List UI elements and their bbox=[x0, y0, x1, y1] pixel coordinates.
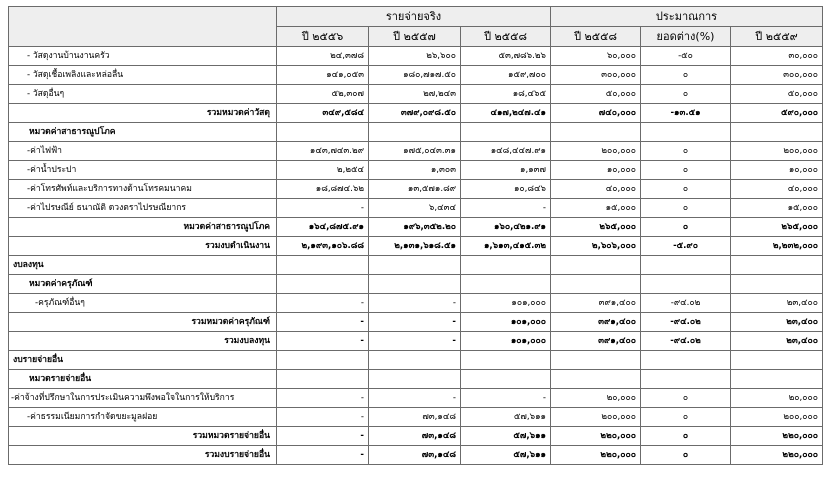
row-cell-2559: ๒๐,๐๐๐ bbox=[731, 389, 823, 408]
row-cell-2559: ๔๐,๐๐๐ bbox=[731, 180, 823, 199]
row-cell-2556: - bbox=[277, 294, 369, 313]
row-cell-2559: ๑๕,๐๐๐ bbox=[731, 199, 823, 218]
row-cell-2557 bbox=[369, 123, 461, 142]
table-row bbox=[9, 66, 823, 85]
table-row bbox=[9, 294, 823, 313]
header-col-2559: ปี ๒๕๕๙ bbox=[731, 27, 823, 47]
row-cell-2556: - bbox=[277, 427, 369, 446]
row-label: หมวดค่าครุภัณฑ์ bbox=[9, 275, 277, 294]
row-cell-2558-estimate: ๒,๖๐๖,๐๐๐ bbox=[551, 237, 641, 256]
row-cell-2557: - bbox=[369, 313, 461, 332]
row-cell-2558-actual: ๑๔๘,๔๔๗.๙๑ bbox=[461, 142, 551, 161]
header-col-2558-actual: ปี ๒๕๕๘ bbox=[461, 27, 551, 47]
table-row bbox=[9, 446, 823, 465]
header-group-actual: รายจ่ายจริง bbox=[277, 7, 551, 27]
row-cell-2558-estimate: ๒๒๐,๐๐๐ bbox=[551, 446, 641, 465]
table-row bbox=[9, 47, 823, 66]
row-cell-2556: ๑๘,๘๗๔.๖๒ bbox=[277, 180, 369, 199]
row-cell-2558-estimate bbox=[551, 275, 641, 294]
row-cell-2557 bbox=[369, 351, 461, 370]
row-cell-diff: -๙๔.๐๒ bbox=[641, 313, 731, 332]
row-label: -ค่าไปรษณีย์ ธนาณัติ ดวงตราไปรษณียากร bbox=[9, 199, 277, 218]
row-cell-2558-actual: ๕๗,๖๑๑ bbox=[461, 408, 551, 427]
row-cell-2559: ๒๐๐,๐๐๐ bbox=[731, 408, 823, 427]
row-cell-2559: ๒๓,๔๐๐ bbox=[731, 332, 823, 351]
row-cell-2558-actual: ๕๓,๗๘๖.๒๖ bbox=[461, 47, 551, 66]
row-label: - วัสดุเชื้อเพลิงและหล่อลื่น bbox=[9, 66, 277, 85]
row-cell-diff: ๐ bbox=[641, 446, 731, 465]
row-cell-2556: - bbox=[277, 332, 369, 351]
row-cell-diff bbox=[641, 370, 731, 389]
row-cell-2558-estimate: ๑๕,๐๐๐ bbox=[551, 199, 641, 218]
row-cell-2559: ๒๓,๔๐๐ bbox=[731, 313, 823, 332]
row-cell-2557: ๒,๑๓๑,๖๑๘.๕๑ bbox=[369, 237, 461, 256]
row-cell-2558-actual bbox=[461, 370, 551, 389]
row-cell-diff bbox=[641, 275, 731, 294]
row-cell-2558-estimate: ๒๖๕,๐๐๐ bbox=[551, 218, 641, 237]
table-row bbox=[9, 427, 823, 446]
header-col-2557: ปี ๒๕๕๗ bbox=[369, 27, 461, 47]
row-cell-diff: -๙๔.๐๒ bbox=[641, 294, 731, 313]
row-cell-2559: ๒,๒๓๒,๐๐๐ bbox=[731, 237, 823, 256]
table-row bbox=[9, 161, 823, 180]
row-cell-2559 bbox=[731, 370, 823, 389]
row-cell-2557: ๒๗,๒๔๓ bbox=[369, 85, 461, 104]
row-cell-2557: ๑,๓๐๓ bbox=[369, 161, 461, 180]
row-cell-2559 bbox=[731, 256, 823, 275]
row-cell-2557: ๑๙๖,๓๕๒.๒๐ bbox=[369, 218, 461, 237]
row-cell-diff: -๕.๙๐ bbox=[641, 237, 731, 256]
row-cell-2557 bbox=[369, 370, 461, 389]
table-row bbox=[9, 123, 823, 142]
row-cell-2556: ๒,๒๕๔ bbox=[277, 161, 369, 180]
row-cell-2556: ๑๖๔,๘๗๕.๙๑ bbox=[277, 218, 369, 237]
budget-table bbox=[8, 6, 823, 465]
row-label: -ค่าธรรมเนียมการกำจัดขยะมูลฝอย bbox=[9, 408, 277, 427]
row-cell-2557 bbox=[369, 275, 461, 294]
row-cell-2558-actual: ๕๗,๖๑๑ bbox=[461, 427, 551, 446]
row-cell-2558-actual bbox=[461, 351, 551, 370]
table-row bbox=[9, 351, 823, 370]
row-cell-2559 bbox=[731, 123, 823, 142]
row-cell-2558-estimate bbox=[551, 256, 641, 275]
header-blank-cell bbox=[9, 7, 277, 47]
row-cell-diff: ๐ bbox=[641, 180, 731, 199]
row-cell-2557: ๓๗๙,๐๙๘.๕๐ bbox=[369, 104, 461, 123]
row-cell-2559: ๕๐,๐๐๐ bbox=[731, 85, 823, 104]
row-cell-2557: ๑๗๕,๐๔๓.๓๑ bbox=[369, 142, 461, 161]
row-cell-2556: - bbox=[277, 199, 369, 218]
row-cell-diff: -๙๔.๐๒ bbox=[641, 332, 731, 351]
row-cell-2559: ๒๒๐,๐๐๐ bbox=[731, 427, 823, 446]
row-cell-2559: ๒๒๐,๐๐๐ bbox=[731, 446, 823, 465]
row-cell-2558-estimate: ๒๐,๐๐๐ bbox=[551, 389, 641, 408]
row-cell-diff: ๐ bbox=[641, 85, 731, 104]
row-cell-2558-estimate bbox=[551, 351, 641, 370]
row-cell-2558-actual: ๑๐๑,๐๐๐ bbox=[461, 313, 551, 332]
row-label: รวมหมวดรายจ่ายอื่น bbox=[9, 427, 277, 446]
header-col-2558-estimate: ปี ๒๕๕๘ bbox=[551, 27, 641, 47]
row-cell-2558-actual: ๑,๑๓๗ bbox=[461, 161, 551, 180]
row-label: - วัสดุงานบ้านงานครัว bbox=[9, 47, 277, 66]
row-cell-diff: ๐ bbox=[641, 199, 731, 218]
row-cell-2558-estimate: ๓๙๑,๔๐๐ bbox=[551, 294, 641, 313]
row-cell-2558-actual: ๑๐๑,๐๐๐ bbox=[461, 332, 551, 351]
row-cell-2556: ๑๔๑,๐๕๓ bbox=[277, 66, 369, 85]
row-cell-2558-actual: ๑๕๙,๗๐๐ bbox=[461, 66, 551, 85]
row-cell-2558-estimate: ๗๔๐,๐๐๐ bbox=[551, 104, 641, 123]
table-row bbox=[9, 313, 823, 332]
row-label: หมวดรายจ่ายอื่น bbox=[9, 370, 277, 389]
row-label: งบรายจ่ายอื่น bbox=[9, 351, 277, 370]
row-cell-diff: -๑๓.๕๑ bbox=[641, 104, 731, 123]
row-cell-2557: ๑๘๐,๗๑๗.๕๐ bbox=[369, 66, 461, 85]
row-cell-2558-actual: - bbox=[461, 199, 551, 218]
row-cell-diff: ๐ bbox=[641, 161, 731, 180]
row-cell-2557: ๑๓,๕๗๑.๘๙ bbox=[369, 180, 461, 199]
row-cell-2558-estimate: ๒๒๐,๐๐๐ bbox=[551, 427, 641, 446]
row-cell-2558-actual: ๑,๖๑๓,๔๑๕.๓๒ bbox=[461, 237, 551, 256]
row-cell-2558-estimate: ๓๐๐,๐๐๐ bbox=[551, 66, 641, 85]
table-row bbox=[9, 237, 823, 256]
budget-sheet bbox=[8, 6, 823, 465]
row-cell-2556 bbox=[277, 351, 369, 370]
row-cell-2557: ๗๓,๑๔๘ bbox=[369, 427, 461, 446]
row-cell-2559 bbox=[731, 351, 823, 370]
row-cell-2559: ๓๐๐,๐๐๐ bbox=[731, 66, 823, 85]
row-cell-2558-estimate: ๖๐,๐๐๐ bbox=[551, 47, 641, 66]
row-cell-2559: ๕๙๐,๐๐๐ bbox=[731, 104, 823, 123]
row-cell-diff: ๐ bbox=[641, 66, 731, 85]
row-cell-2559: ๒๖๕,๐๐๐ bbox=[731, 218, 823, 237]
row-cell-diff bbox=[641, 256, 731, 275]
table-row bbox=[9, 199, 823, 218]
row-label: -ค่าน้ำประปา bbox=[9, 161, 277, 180]
header-col-diff: ยอดต่าง(%) bbox=[641, 27, 731, 47]
row-label: รวมงบดำเนินงาน bbox=[9, 237, 277, 256]
row-cell-2558-estimate: ๒๐๐,๐๐๐ bbox=[551, 408, 641, 427]
table-row bbox=[9, 218, 823, 237]
row-cell-2558-estimate: ๕๐,๐๐๐ bbox=[551, 85, 641, 104]
row-cell-2556: - bbox=[277, 446, 369, 465]
row-cell-diff bbox=[641, 351, 731, 370]
table-row bbox=[9, 104, 823, 123]
row-cell-2556: - bbox=[277, 313, 369, 332]
row-cell-2556: ๕๒,๓๐๗ bbox=[277, 85, 369, 104]
row-cell-2557: - bbox=[369, 332, 461, 351]
row-cell-diff: ๐ bbox=[641, 142, 731, 161]
row-cell-2558-actual bbox=[461, 123, 551, 142]
row-cell-2557: ๗๓,๑๔๘ bbox=[369, 446, 461, 465]
row-cell-2556 bbox=[277, 123, 369, 142]
row-cell-2558-actual: ๑๐,๘๔๖ bbox=[461, 180, 551, 199]
row-cell-2558-estimate bbox=[551, 123, 641, 142]
row-cell-2556 bbox=[277, 370, 369, 389]
table-row bbox=[9, 275, 823, 294]
row-cell-2558-actual: ๔๑๗,๒๔๗.๔๑ bbox=[461, 104, 551, 123]
row-cell-2558-estimate: ๒๐๐,๐๐๐ bbox=[551, 142, 641, 161]
row-cell-2559 bbox=[731, 275, 823, 294]
row-label: -ค่าโทรศัพท์และบริการทางด้านโทรคมนาคม bbox=[9, 180, 277, 199]
row-label: -ครุภัณฑ์อื่นๆ bbox=[9, 294, 277, 313]
row-cell-2558-estimate: ๓๙๑,๔๐๐ bbox=[551, 313, 641, 332]
header-group-estimate: ประมาณการ bbox=[551, 7, 823, 27]
row-label: - วัสดุอื่นๆ bbox=[9, 85, 277, 104]
row-cell-2557: ๒๖,๖๐๐ bbox=[369, 47, 461, 66]
row-label: งบลงทุน bbox=[9, 256, 277, 275]
row-cell-2556: ๒๔,๓๗๘ bbox=[277, 47, 369, 66]
row-cell-diff bbox=[641, 123, 731, 142]
table-row bbox=[9, 180, 823, 199]
table-row bbox=[9, 408, 823, 427]
row-cell-2557: - bbox=[369, 389, 461, 408]
row-cell-2556 bbox=[277, 256, 369, 275]
row-cell-2556: ๓๔๙,๕๘๔ bbox=[277, 104, 369, 123]
row-label: หมวดค่าสาธารณูปโภค bbox=[9, 123, 277, 142]
row-label: รวมหมวดค่าวัสดุ bbox=[9, 104, 277, 123]
row-cell-2558-estimate: ๑๐,๐๐๐ bbox=[551, 161, 641, 180]
row-cell-diff: ๐ bbox=[641, 389, 731, 408]
row-cell-2558-estimate: ๓๙๑,๔๐๐ bbox=[551, 332, 641, 351]
row-cell-2558-estimate bbox=[551, 370, 641, 389]
table-row bbox=[9, 370, 823, 389]
row-cell-2557: - bbox=[369, 294, 461, 313]
row-cell-2558-actual: - bbox=[461, 389, 551, 408]
table-row bbox=[9, 85, 823, 104]
row-label: -ค่าไฟฟ้า bbox=[9, 142, 277, 161]
row-cell-2557 bbox=[369, 256, 461, 275]
table-row bbox=[9, 256, 823, 275]
row-cell-2556: - bbox=[277, 389, 369, 408]
row-cell-2558-actual: ๑๐๑,๐๐๐ bbox=[461, 294, 551, 313]
row-cell-2559: ๒๐๐,๐๐๐ bbox=[731, 142, 823, 161]
row-cell-diff: ๐ bbox=[641, 218, 731, 237]
row-cell-2558-actual bbox=[461, 256, 551, 275]
row-cell-2556 bbox=[277, 275, 369, 294]
row-label: รวมงบลงทุน bbox=[9, 332, 277, 351]
row-cell-diff: -๕๐ bbox=[641, 47, 731, 66]
row-label: รวมงบรายจ่ายอื่น bbox=[9, 446, 277, 465]
row-cell-2556: - bbox=[277, 408, 369, 427]
row-cell-2559: ๒๓,๔๐๐ bbox=[731, 294, 823, 313]
row-cell-diff: ๐ bbox=[641, 408, 731, 427]
row-label: -ค่าจ้างที่ปรึกษาในการประเมินความพึงพอใจในการให้บริการ bbox=[9, 389, 277, 408]
row-cell-2558-actual: ๕๗,๖๑๑ bbox=[461, 446, 551, 465]
row-cell-2558-actual: ๑๘,๔๖๕ bbox=[461, 85, 551, 104]
row-cell-2556: ๑๔๓,๗๔๓.๒๙ bbox=[277, 142, 369, 161]
table-row bbox=[9, 389, 823, 408]
row-cell-2558-actual: ๑๖๐,๔๒๑.๙๑ bbox=[461, 218, 551, 237]
table-row bbox=[9, 332, 823, 351]
row-cell-2559: ๓๐,๐๐๐ bbox=[731, 47, 823, 66]
row-cell-diff: ๐ bbox=[641, 427, 731, 446]
row-cell-2556: ๒,๑๙๓,๑๐๖.๘๘ bbox=[277, 237, 369, 256]
table-row bbox=[9, 142, 823, 161]
row-label: หมวดค่าสาธารณูปโภค bbox=[9, 218, 277, 237]
row-cell-2559: ๑๐,๐๐๐ bbox=[731, 161, 823, 180]
row-cell-2557: ๖,๔๓๔ bbox=[369, 199, 461, 218]
row-cell-2558-actual bbox=[461, 275, 551, 294]
row-cell-2558-estimate: ๔๐,๐๐๐ bbox=[551, 180, 641, 199]
row-cell-2557: ๗๓,๑๔๘ bbox=[369, 408, 461, 427]
header-col-2556: ปี ๒๕๕๖ bbox=[277, 27, 369, 47]
row-label: รวมหมวดค่าครุภัณฑ์ bbox=[9, 313, 277, 332]
